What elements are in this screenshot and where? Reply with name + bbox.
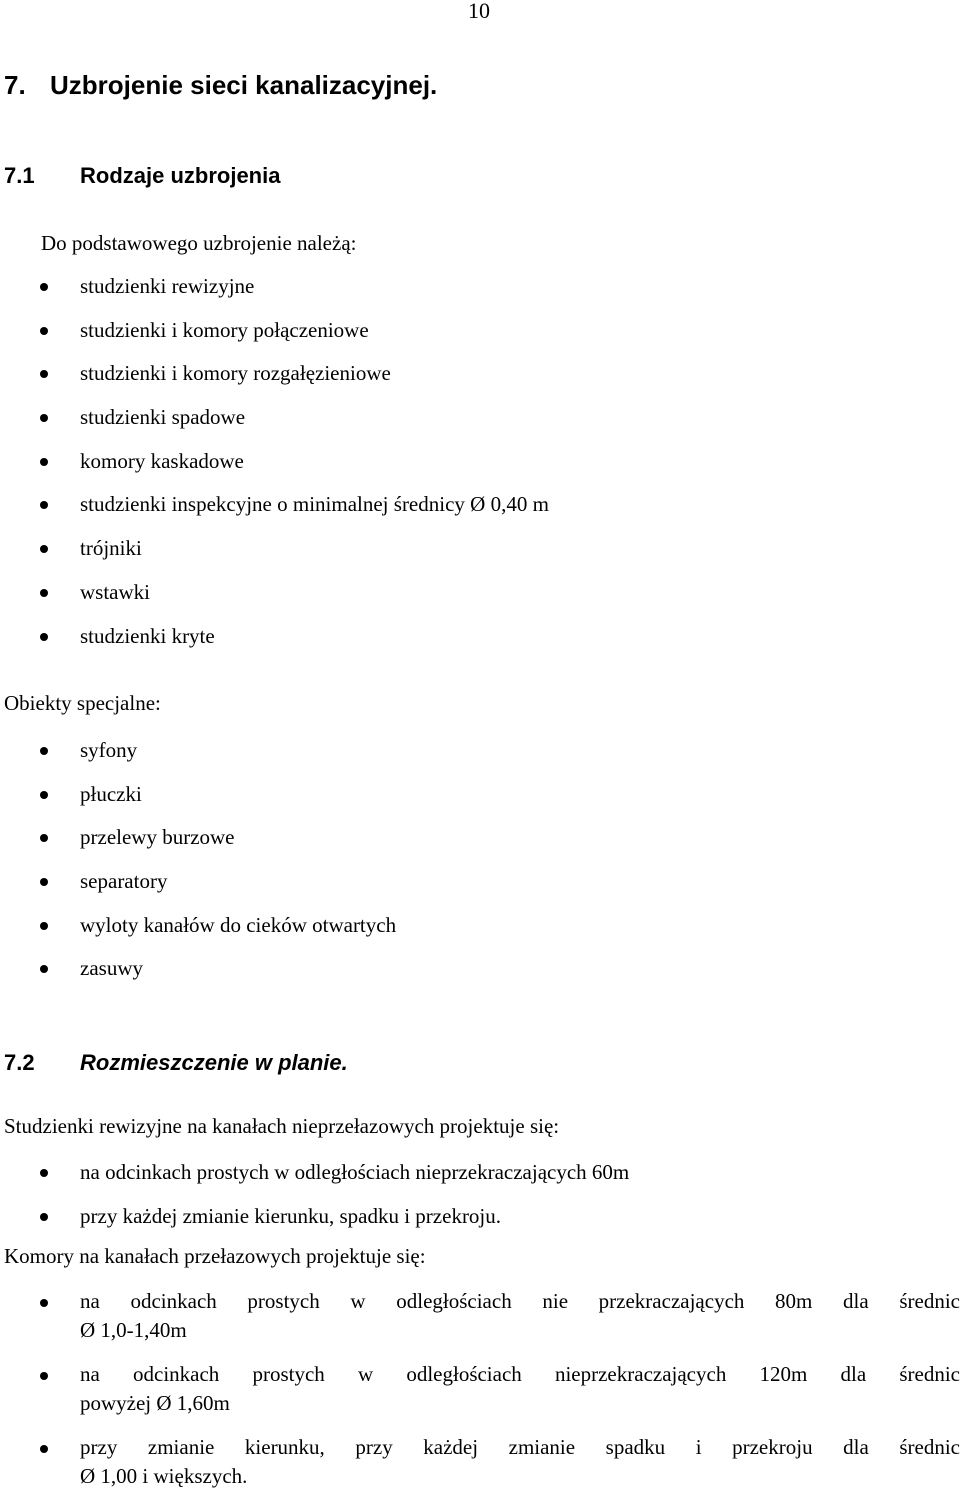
bullet-icon bbox=[40, 878, 48, 886]
bullet-icon bbox=[40, 633, 48, 641]
list-item: na odcinkach prostych w odległościach nieprzekraczających 120m dla średnic powyżej Ø 1,60m bbox=[0, 1360, 960, 1418]
bullet-icon bbox=[40, 501, 48, 509]
list-item: studzienki inspekcyjne o minimalnej średnicy Ø 0,40 m bbox=[0, 489, 960, 533]
list-item: studzienki kryte bbox=[0, 621, 960, 665]
list-item: przelewy burzowe bbox=[0, 822, 960, 866]
intro-paragraph: Do podstawowego uzbrojenie należą: bbox=[41, 231, 357, 255]
bullet-icon bbox=[40, 1213, 48, 1221]
section-number: 7.2 bbox=[4, 1050, 35, 1075]
bullet-icon bbox=[40, 545, 48, 553]
special-objects-list bbox=[0, 735, 960, 997]
list-item: płuczki bbox=[0, 779, 960, 823]
list-item: syfony bbox=[0, 735, 960, 779]
chapter-number: 7. bbox=[4, 70, 26, 100]
list-item: na odcinkach prostych w odległościach nie przekraczających 80m dla średnic Ø 1,0-1,40m bbox=[0, 1287, 960, 1345]
list-item: przy zmianie kierunku, przy każdej zmianie spadku i przekroju dla średnic Ø 1,00 i większych. bbox=[0, 1433, 960, 1491]
chambers-paragraph: Komory na kanałach przełazowych projektuje się: bbox=[4, 1244, 426, 1268]
list-item: studzienki spadowe bbox=[0, 402, 960, 446]
bullet-icon bbox=[40, 1299, 48, 1307]
list-item: wyloty kanałów do cieków otwartych bbox=[0, 910, 960, 954]
bullet-icon bbox=[40, 458, 48, 466]
section-title: Rodzaje uzbrojenia bbox=[80, 163, 281, 188]
bullet-icon bbox=[40, 414, 48, 422]
bullet-icon bbox=[40, 327, 48, 335]
chapter-heading bbox=[4, 70, 437, 101]
list-item: studzienki i komory rozgałęzieniowe bbox=[0, 358, 960, 402]
chambers-list bbox=[0, 1287, 960, 1506]
bullet-icon bbox=[40, 747, 48, 755]
list-item: studzienki rewizyjne bbox=[0, 271, 960, 315]
chapter-title: Uzbrojenie sieci kanalizacyjnej. bbox=[50, 70, 438, 100]
bullet-icon bbox=[40, 791, 48, 799]
bullet-icon bbox=[40, 1445, 48, 1453]
page-number: 10 bbox=[468, 0, 490, 23]
special-objects-label: Obiekty specjalne: bbox=[4, 691, 161, 715]
list-item: studzienki i komory połączeniowe bbox=[0, 315, 960, 359]
list-item: zasuwy bbox=[0, 953, 960, 997]
bullet-icon bbox=[40, 965, 48, 973]
bullet-icon bbox=[40, 283, 48, 291]
bullet-icon bbox=[40, 922, 48, 930]
list-item: wstawki bbox=[0, 577, 960, 621]
bullet-icon bbox=[40, 1372, 48, 1380]
inspection-wells-paragraph: Studzienki rewizyjne na kanałach nieprzełazowych projektuje się: bbox=[4, 1114, 560, 1138]
bullet-icon bbox=[40, 370, 48, 378]
bullet-icon bbox=[40, 834, 48, 842]
list-item: komory kaskadowe bbox=[0, 446, 960, 490]
inspection-wells-list bbox=[0, 1157, 960, 1244]
list-item: separatory bbox=[0, 866, 960, 910]
list-item: na odcinkach prostych w odległościach nieprzekraczających 60m bbox=[0, 1157, 960, 1201]
section-number: 7.1 bbox=[4, 163, 35, 188]
bullet-icon bbox=[40, 589, 48, 597]
section-title: Rozmieszczenie w planie. bbox=[80, 1050, 348, 1075]
list-item: przy każdej zmianie kierunku, spadku i przekroju. bbox=[0, 1201, 960, 1245]
list-item: trójniki bbox=[0, 533, 960, 577]
section-heading-7-1 bbox=[4, 163, 280, 189]
basic-equipment-list bbox=[0, 271, 960, 664]
section-heading-7-2 bbox=[4, 1050, 348, 1076]
bullet-icon bbox=[40, 1169, 48, 1177]
